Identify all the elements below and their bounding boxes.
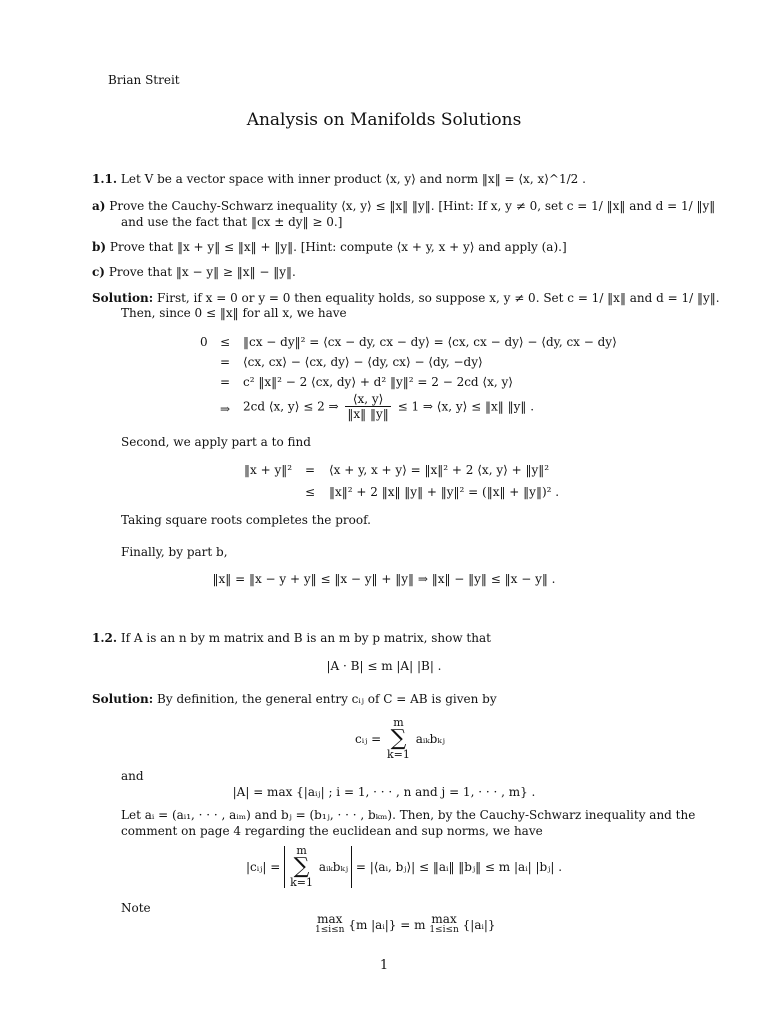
sum-term: aᵢₖbₖⱼ — [318, 860, 348, 874]
eq-relation: = — [305, 463, 316, 477]
equation-max — [315, 914, 496, 936]
part-b — [92, 240, 567, 254]
square-roots-text: Taking square roots completes the proof. — [121, 513, 371, 527]
part-b-text: Prove that ‖x + y‖ ≤ ‖x‖ + ‖y‖. [Hint: compute ⟨x + y, x + y⟩ and apply (a).] — [109, 240, 567, 254]
problem-label: 1.1. — [92, 172, 118, 186]
problem-1-1-statement — [92, 172, 586, 186]
sum-sign: ∑ — [293, 854, 310, 879]
eq-lhs: cᵢⱼ = — [355, 732, 382, 746]
sum-lower: k=1 — [290, 876, 313, 889]
problem-intro: Let V be a vector space with inner product ⟨x, y⟩ and norm ‖x‖ = ⟨x, x⟩^1/2 . — [120, 172, 586, 186]
eq-lhs: |cᵢⱼ| = — [246, 860, 281, 874]
fraction-numerator: ⟨x, y⟩ — [345, 392, 390, 407]
author-name: Brian Streit — [108, 73, 180, 87]
part-c-text: Prove that ‖x − y‖ ≥ ‖x‖ − ‖y‖. — [108, 265, 296, 279]
eq-rhs: = |⟨aᵢ, bⱼ⟩| ≤ ‖aᵢ‖ ‖bⱼ‖ ≤ m |aᵢ| |bⱼ| . — [355, 860, 563, 874]
eq-relation: = — [220, 355, 231, 369]
summation — [290, 846, 313, 888]
max-label: max — [317, 912, 343, 926]
second-text: Second, we apply part a to find — [121, 435, 311, 449]
solution-1-2 — [92, 692, 497, 706]
eq-rhs: ‖x‖² + 2 ‖x‖ ‖y‖ + ‖y‖² = (‖x‖ + ‖y‖)² . — [329, 485, 560, 499]
problem-1-2-statement — [92, 631, 491, 645]
part-a-label: a) — [92, 199, 106, 213]
page-number: 1 — [379, 958, 389, 973]
eq-part: {m |aᵢ|} = m — [348, 918, 426, 932]
sum-lower: k=1 — [387, 748, 410, 761]
summation — [387, 718, 410, 760]
equation-matrix-norm: |A · B| ≤ m |A| |B| . — [326, 659, 442, 673]
and-text: and — [121, 769, 144, 783]
max-operator — [315, 914, 344, 936]
fraction-denominator: ‖x‖ ‖y‖ — [347, 407, 389, 421]
eq-lhs: ‖x + y‖² — [244, 463, 293, 477]
part-c — [92, 265, 296, 279]
eq-rhs: aᵢₖbₖⱼ — [415, 732, 445, 746]
max-operator — [429, 914, 458, 936]
sum-upper: m — [296, 844, 307, 857]
solution-1-1 — [92, 291, 720, 305]
eq-part: ≤ 1 ⇒ ⟨x, y⟩ ≤ ‖x‖ ‖y‖ . — [397, 399, 535, 414]
equation-sup-norm: |A| = max {|aᵢⱼ| ; i = 1, · · · , n and j = 1, · · · , m} . — [232, 785, 536, 799]
part-a — [92, 199, 715, 213]
eq-lhs: 0 — [200, 335, 208, 349]
equation-reverse-triangle: ‖x‖ = ‖x − y + y‖ ≤ ‖x − y‖ + ‖y‖ ⇒ ‖x‖ − ‖y‖ ≤ ‖x − y‖ . — [212, 572, 556, 586]
equation-entry-definition — [355, 718, 445, 760]
eq-rhs-fraction-line — [243, 392, 534, 421]
let-text-cont: comment on page 4 regarding the euclidean and sup norms, we have — [121, 824, 543, 838]
problem-label: 1.2. — [92, 631, 118, 645]
finally-text: Finally, by part b, — [121, 545, 228, 559]
max-subscript: 1≤i≤n — [315, 925, 345, 935]
solution-label: Solution: — [92, 291, 154, 305]
eq-part: {|aᵢ|} — [462, 918, 496, 932]
problem-intro: If A is an n by m matrix and B is an m by p matrix, show that — [120, 631, 491, 645]
absolute-value — [284, 846, 352, 888]
solution-label: Solution: — [92, 692, 154, 706]
eq-rhs: ⟨cx, cx⟩ − ⟨cx, dy⟩ − ⟨dy, cx⟩ − ⟨dy, −dy⟩ — [243, 355, 483, 369]
fraction — [345, 392, 390, 421]
sum-sign: ∑ — [390, 726, 407, 751]
document-title: Analysis on Manifolds Solutions — [246, 110, 522, 130]
eq-relation: ≤ — [305, 485, 316, 499]
eq-relation: = — [220, 375, 231, 389]
part-b-label: b) — [92, 240, 107, 254]
eq-part: 2cd ⟨x, y⟩ ≤ 2 ⇒ — [243, 399, 339, 414]
eq-relation: ⇒ — [220, 402, 231, 416]
part-a-text-cont: and use the fact that ‖cx ± dy‖ ≥ 0.] — [121, 215, 343, 229]
solution-text-cont: Then, since 0 ≤ ‖x‖ for all x, we have — [121, 306, 347, 320]
eq-rhs: ‖cx − dy‖² = ⟨cx − dy, cx − dy⟩ = ⟨cx, cx − dy⟩ − ⟨dy, cx − dy⟩ — [243, 335, 617, 349]
note-text: Note — [121, 901, 151, 915]
sum-upper: m — [393, 716, 404, 729]
eq-relation: ≤ — [220, 335, 231, 349]
max-subscript: 1≤i≤n — [429, 925, 459, 935]
max-label: max — [431, 912, 457, 926]
equation-cauchy-schwarz-entry — [246, 846, 562, 888]
solution-text: By definition, the general entry cᵢⱼ of C = AB is given by — [157, 692, 497, 706]
solution-text: First, if x = 0 or y = 0 then equality holds, so suppose x, y ≠ 0. Set c = 1/ ‖x‖ and d = 1/ ‖y‖. — [157, 291, 720, 305]
part-c-label: c) — [92, 265, 105, 279]
eq-rhs: c² ‖x‖² − 2 ⟨cx, dy⟩ + d² ‖y‖² = 2 − 2cd ⟨x, y⟩ — [243, 375, 513, 389]
part-a-text: Prove the Cauchy-Schwarz inequality ⟨x, y⟩ ≤ ‖x‖ ‖y‖. [Hint: If x, y ≠ 0, set c = 1/ ‖x‖ and d = 1/ ‖y‖ — [109, 199, 716, 213]
eq-rhs: ⟨x + y, x + y⟩ = ‖x‖² + 2 ⟨x, y⟩ + ‖y‖² — [329, 463, 550, 477]
let-text: Let aᵢ = (aᵢ₁, · · · , aᵢₘ) and bⱼ = (b₁ⱼ, · · · , bₖₘ). Then, by the Cauchy-Schwarz inequality and the — [121, 808, 696, 822]
